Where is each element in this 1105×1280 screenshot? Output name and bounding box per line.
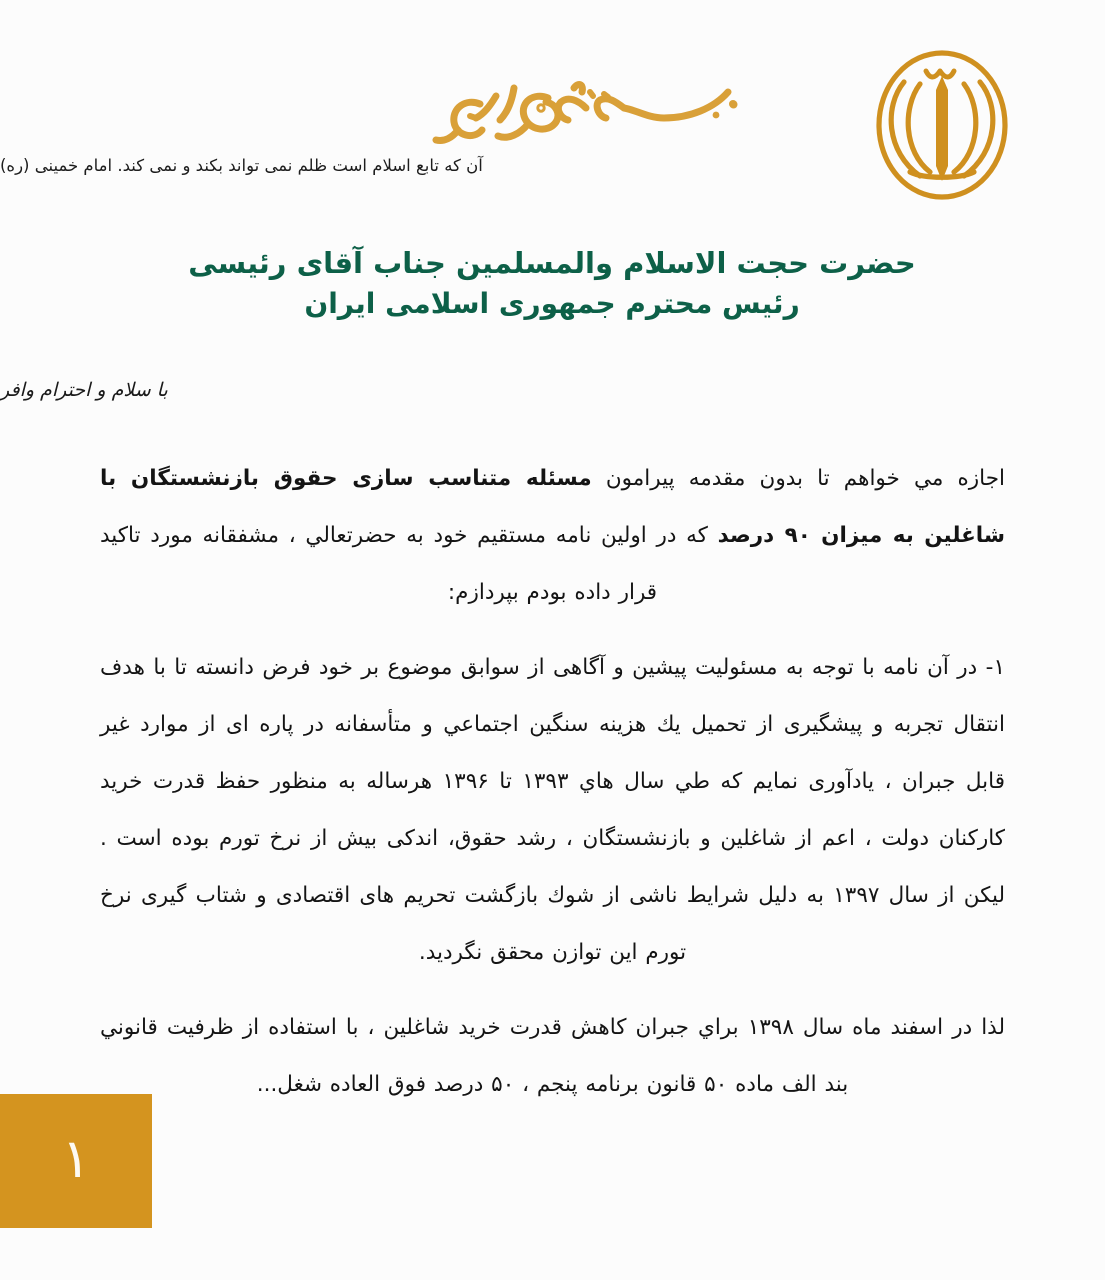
- paragraph-1: [100, 450, 1005, 621]
- addressee-title-line-1: حضرت حجت الاسلام والمسلمین جناب آقای رئیسی: [188, 246, 916, 280]
- document-header: [0, 0, 1105, 210]
- page-number-value: ۱: [61, 1127, 91, 1190]
- page-number-badge: [0, 1094, 152, 1228]
- addressee-title: [96, 243, 1008, 324]
- bismillah-calligraphy: [428, 68, 750, 150]
- paragraph-2: ۱- در آن نامه با توجه به مسئولیت پیشین و آگاهی از سوابق موضوع بر خود فرض دانسته تا با هدف انتقال تجربه و پیشگیری از تحمیل يك هزینه سنگین اجتماعي و متأسفانه در پاره ای از موارد غیر قابل جبران ، یادآوری نمایم که طي سال هاي ۱۳۹۳ تا ۱۳۹۶ هرساله به منظور حفظ قدرت خرید کارکنان دولت ، اعم از شاغلین و بازنشستگان ، رشد حقوق، اندکی بیش از نرخ تورم بوده است . لیکن از سال ۱۳۹۷ به دلیل شرایط ناشی از شوك بازگشت تحریم های اقتصادی و شتاب گیری نرخ تورم این توازن محقق نگردید.: [100, 655, 1006, 965]
- paragraph-3: لذا در اسفند ماه سال ۱۳۹۸ براي جبران کاهش قدرت خرید شاغلین ، با استفاده از ظرفیت قانوني بند الف ماده ۵۰ قانون برنامه پنجم ، ۵۰ درصد فوق العاده شغل...: [100, 1015, 1006, 1097]
- letter-body: [100, 450, 1005, 1113]
- paragraph-1-emphasis: مسئله متناسب سازی حقوق بازنشستگان با شاغلین به میزان ۹۰ درصد: [100, 466, 1005, 548]
- paragraph-1-pre: اجازه مي خواهم تا بدون مقدمه پیرامون: [591, 466, 1005, 491]
- paragraph-1-post: که در اولین نامه مستقیم خود به حضرتعالي ، مشفقانه مورد تاکید قرار داده بودم بپردازم:: [100, 523, 718, 605]
- emblem-of-iran-icon: [862, 48, 1022, 203]
- addressee-title-line-2: رئیس محترم جمهوری اسلامی ایران: [304, 287, 800, 321]
- khomeini-quote: آن که تابع اسلام است ظلم نمی تواند بکند و نمی کند. امام خمینی (ره): [0, 156, 483, 175]
- greeting-line: با سلام و احترام وافر: [0, 379, 168, 401]
